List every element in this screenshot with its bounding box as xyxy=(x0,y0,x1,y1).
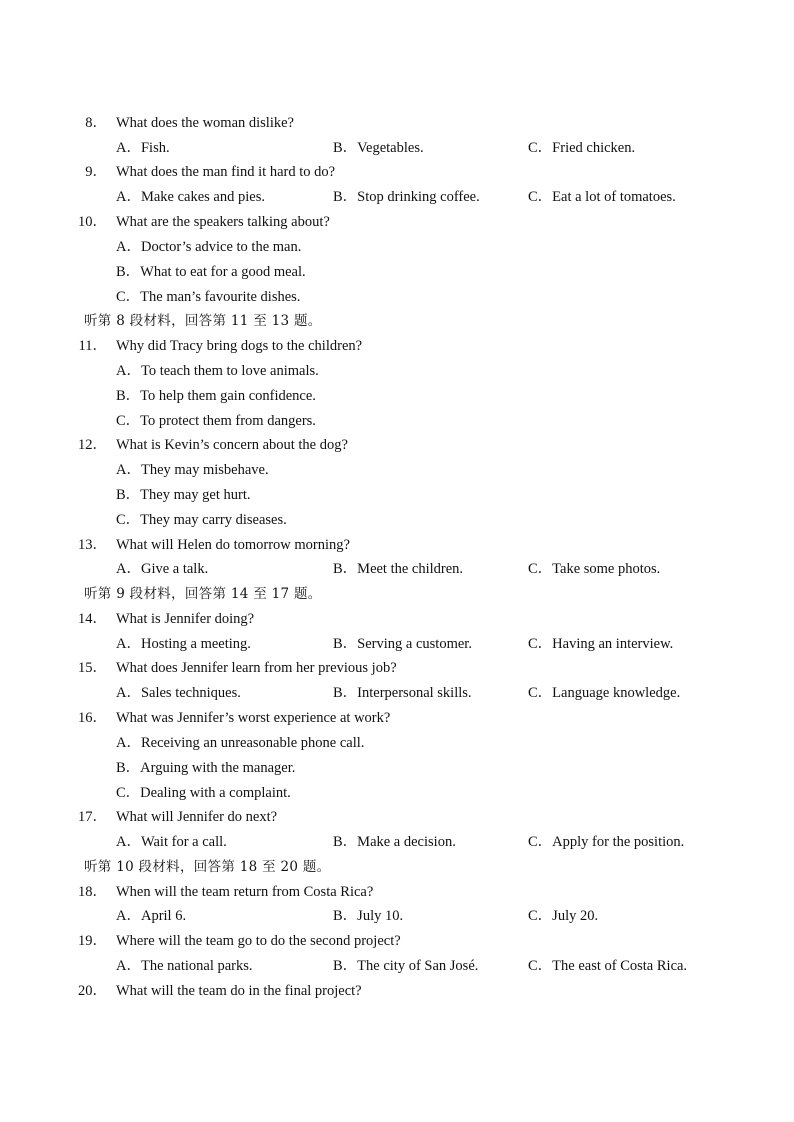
option-a: A．Hosting a meeting. xyxy=(116,636,251,652)
options-18 xyxy=(0,905,794,927)
option-c: C．Dealing with a complaint. xyxy=(116,785,291,801)
section-instruction-8 xyxy=(0,310,794,332)
option-11c xyxy=(0,410,794,432)
option-10b xyxy=(0,261,794,283)
question-19 xyxy=(0,930,794,952)
option-b: B．They may get hurt. xyxy=(116,487,251,503)
question-15 xyxy=(0,657,794,679)
question-8 xyxy=(0,112,794,134)
options-17 xyxy=(0,831,794,853)
question-17 xyxy=(0,806,794,828)
section-text: 听第 8 段材料，回答第 11 至 13 题。 xyxy=(84,313,322,329)
question-20 xyxy=(0,980,794,1002)
question-number: 9． xyxy=(85,164,107,180)
option-c: C．Fried chicken. xyxy=(528,140,636,156)
option-c: C．They may carry diseases. xyxy=(116,512,287,528)
question-number: 15． xyxy=(78,660,107,676)
option-b: B．Vegetables. xyxy=(333,140,424,156)
option-a: A．They may misbehave. xyxy=(116,462,269,478)
question-text: What does Jennifer learn from her previous job? xyxy=(116,660,397,676)
question-text: What are the speakers talking about? xyxy=(116,214,330,230)
options-9 xyxy=(0,186,794,208)
option-11a xyxy=(0,360,794,382)
option-b: B．Interpersonal skills. xyxy=(333,685,472,701)
question-text: What was Jennifer’s worst experience at work? xyxy=(116,710,391,726)
question-text: What is Kevin’s concern about the dog? xyxy=(116,437,348,453)
option-a: A．Doctor’s advice to the man. xyxy=(116,239,302,255)
question-text: What is Jennifer doing? xyxy=(116,611,255,627)
question-number: 8． xyxy=(85,115,107,131)
option-a: A．Fish. xyxy=(116,140,170,156)
question-text: What will the team do in the final project? xyxy=(116,983,362,999)
question-number: 16． xyxy=(78,710,107,726)
option-16a xyxy=(0,732,794,754)
option-b: B．Serving a customer. xyxy=(333,636,472,652)
question-11 xyxy=(0,335,794,357)
question-9 xyxy=(0,161,794,183)
option-b: B．Arguing with the manager. xyxy=(116,760,296,776)
option-a: A．Sales techniques. xyxy=(116,685,241,701)
question-number: 18． xyxy=(78,884,107,900)
question-number: 20． xyxy=(78,983,107,999)
section-instruction-9 xyxy=(0,583,794,605)
option-a: A．To teach them to love animals. xyxy=(116,363,319,379)
section-instruction-10 xyxy=(0,856,794,878)
option-b: B．The city of San José. xyxy=(333,958,479,974)
option-c: C．To protect them from dangers. xyxy=(116,413,316,429)
option-c: C．July 20. xyxy=(528,908,599,924)
option-a: A．Receiving an unreasonable phone call. xyxy=(116,735,365,751)
option-c: C．The east of Costa Rica. xyxy=(528,958,688,974)
question-number: 19． xyxy=(78,933,107,949)
question-18 xyxy=(0,881,794,903)
option-16b xyxy=(0,757,794,779)
option-12a xyxy=(0,459,794,481)
question-16 xyxy=(0,707,794,729)
option-c: C．Language knowledge. xyxy=(528,685,681,701)
section-text: 听第 10 段材料，回答第 18 至 20 题。 xyxy=(84,859,331,875)
option-12c xyxy=(0,509,794,531)
options-13 xyxy=(0,558,794,580)
option-c: C．Having an interview. xyxy=(528,636,674,652)
option-c: C．Apply for the position. xyxy=(528,834,685,850)
question-text: When will the team return from Costa Rica? xyxy=(116,884,374,900)
options-8 xyxy=(0,137,794,159)
question-12 xyxy=(0,434,794,456)
option-b: B．What to eat for a good meal. xyxy=(116,264,306,280)
question-text: Where will the team go to do the second project? xyxy=(116,933,401,949)
option-a: A．Give a talk. xyxy=(116,561,209,577)
option-b: B．Make a decision. xyxy=(333,834,456,850)
option-12b xyxy=(0,484,794,506)
options-14 xyxy=(0,633,794,655)
question-14 xyxy=(0,608,794,630)
question-text: Why did Tracy bring dogs to the children? xyxy=(116,338,363,354)
option-b: B．To help them gain confidence. xyxy=(116,388,316,404)
option-10c xyxy=(0,286,794,308)
option-a: A．Make cakes and pies. xyxy=(116,189,265,205)
question-number: 14． xyxy=(78,611,107,627)
option-a: A．Wait for a call. xyxy=(116,834,227,850)
option-c: C．Eat a lot of tomatoes. xyxy=(528,189,676,205)
question-number: 17． xyxy=(78,809,107,825)
option-c: C．Take some photos. xyxy=(528,561,661,577)
question-text: What will Helen do tomorrow morning? xyxy=(116,537,350,553)
question-text: What will Jennifer do next? xyxy=(116,809,278,825)
section-text: 听第 9 段材料，回答第 14 至 17 题。 xyxy=(84,586,322,602)
option-b: B．Meet the children. xyxy=(333,561,464,577)
question-text: What does the man find it hard to do? xyxy=(116,164,336,180)
question-13 xyxy=(0,534,794,556)
question-number: 11． xyxy=(78,338,107,354)
option-a: A．April 6. xyxy=(116,908,187,924)
option-b: B．July 10. xyxy=(333,908,404,924)
options-19 xyxy=(0,955,794,977)
question-number: 10． xyxy=(78,214,107,230)
question-number: 13． xyxy=(78,537,107,553)
option-c: C．The man’s favourite dishes. xyxy=(116,289,301,305)
option-b: B．Stop drinking coffee. xyxy=(333,189,480,205)
option-16c xyxy=(0,782,794,804)
question-10 xyxy=(0,211,794,233)
question-number: 12． xyxy=(78,437,107,453)
option-a: A．The national parks. xyxy=(116,958,253,974)
options-15 xyxy=(0,682,794,704)
question-text: What does the woman dislike? xyxy=(116,115,294,131)
option-10a xyxy=(0,236,794,258)
option-11b xyxy=(0,385,794,407)
